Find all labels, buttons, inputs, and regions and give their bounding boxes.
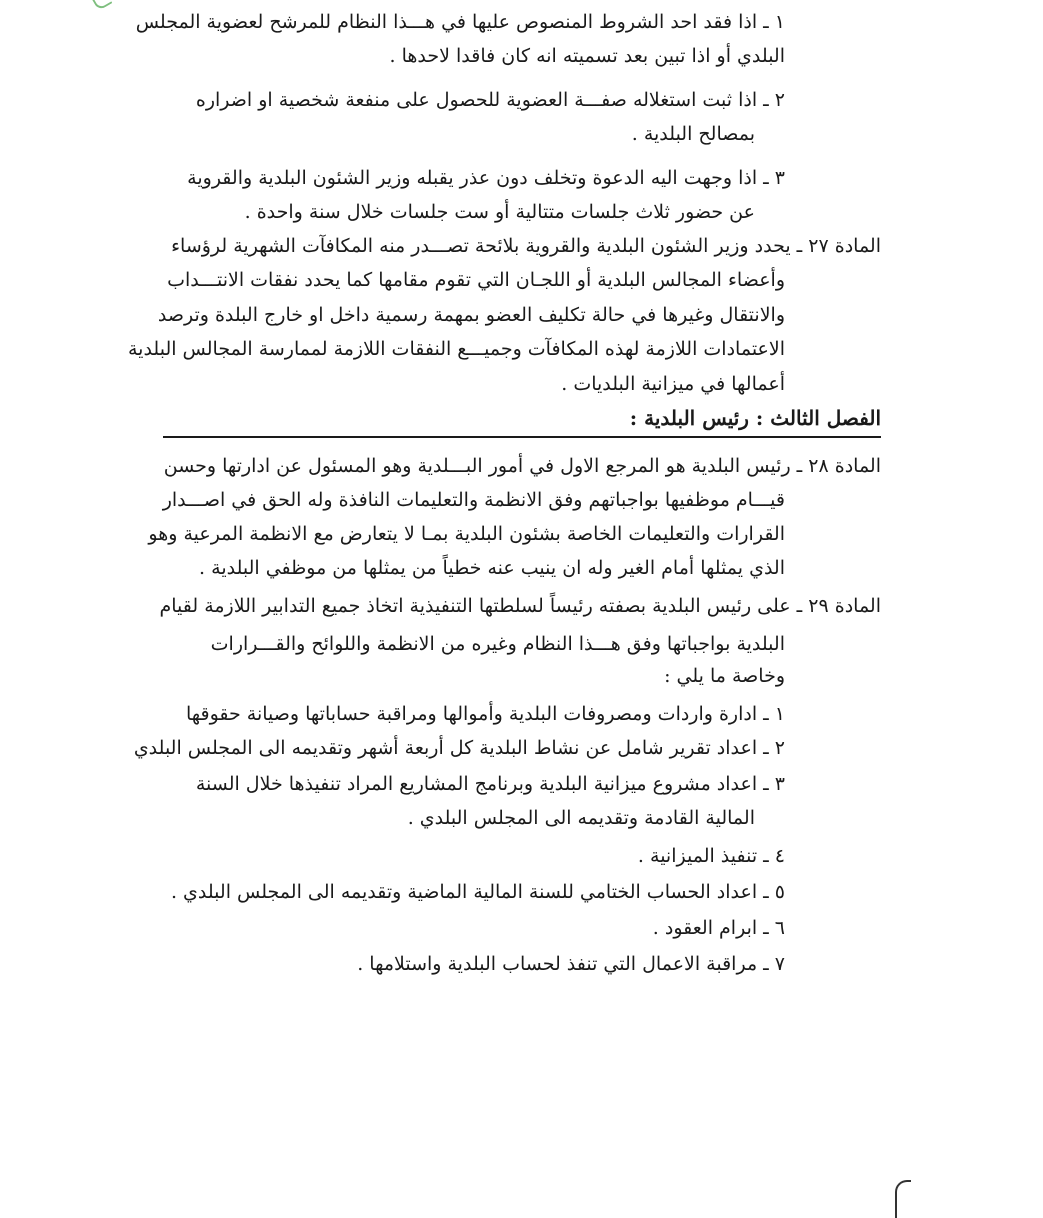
green-check-mark	[92, 0, 113, 11]
article-29-line: المادة ٢٩ ـ على رئيس البلدية بصفته رئيساً لسلطتها التنفيذية اتخاذ جميع التدابير اللازمة لقيام	[159, 595, 881, 617]
text-line: وخاصة ما يلي :	[664, 665, 785, 687]
text-line: البلدية بواجباتها وفق هـــذا النظام وغيره من الانظمة واللوائح والقـــرارات	[210, 633, 785, 655]
text-line: ٣ ـ اذا وجهت اليه الدعوة وتخلف دون عذر يقبله وزير الشئون البلدية والقروية	[187, 167, 785, 189]
page-bracket-mark	[895, 1180, 911, 1218]
text-line: القرارات والتعليمات الخاصة بشئون البلدية بمـا لا يتعارض مع الانظمة المرعية وهو	[148, 523, 785, 545]
list-item: ٣ ـ اعداد مشروع ميزانية البلدية وبرنامج المشاريع المراد تنفيذها خلال السنة	[195, 773, 785, 795]
text-line: وأعضاء المجالس البلدية أو اللجـان التي تقوم مقامها كما يحدد نفقات الانتـــداب	[167, 269, 785, 291]
text-line: ١ ـ اذا فقد احد الشروط المنصوص عليها في هـــذا النظام للمرشح لعضوية المجلس	[135, 11, 785, 33]
text-line: البلدي أو اذا تبين بعد تسميته انه كان فاقدا لاحدها .	[389, 45, 785, 67]
text-line: الاعتمادات اللازمة لهذه المكافآت وجميـــع النفقات اللازمة لممارسة المجالس البلدية	[127, 338, 785, 360]
chapter-heading: الفصل الثالث : رئيس البلدية :	[629, 406, 881, 430]
text-line: الذي يمثلها أمام الغير وله ان ينيب عنه خطياً من يمثلها من موظفي البلدية .	[199, 557, 785, 579]
list-item: ٥ ـ اعداد الحساب الختامي للسنة المالية الماضية وتقديمه الى المجلس البلدي .	[170, 881, 785, 903]
list-item: ١ ـ ادارة واردات ومصروفات البلدية وأموالها ومراقبة حساباتها وصيانة حقوقها	[185, 703, 785, 725]
text-line: بمصالح البلدية .	[631, 123, 755, 145]
text-line: أعمالها في ميزانية البلديات .	[561, 373, 785, 395]
heading-underline	[163, 436, 881, 438]
list-item: ٧ ـ مراقبة الاعمال التي تنفذ لحساب البلدية واستلامها .	[357, 953, 785, 975]
list-item: ٢ ـ اعداد تقرير شامل عن نشاط البلدية كل أربعة أشهر وتقديمه الى المجلس البلدي	[133, 737, 785, 759]
text-line: المالية القادمة وتقديمه الى المجلس البلدي .	[407, 807, 755, 829]
article-28-line: المادة ٢٨ ـ رئيس البلدية هو المرجع الاول في أمور البـــلدية وهو المسئول عن ادارتها وحسن	[163, 455, 881, 477]
list-item: ٤ ـ تنفيذ الميزانية .	[637, 845, 785, 867]
text-line: ٢ ـ اذا ثبت استغلاله صفـــة العضوية للحصول على منفعة شخصية او اضراره	[195, 89, 785, 111]
text-line: والانتقال وغيرها في حالة تكليف العضو بمهمة رسمية داخل او خارج البلدة وترصد	[157, 304, 785, 326]
text-line: قيـــام موظفيها بواجباتهم وفق الانظمة والتعليمات النافذة وله الحق في اصـــدار	[162, 489, 785, 511]
text-line: عن حضور ثلاث جلسات متتالية أو ست جلسات خلال سنة واحدة .	[244, 201, 755, 223]
list-item: ٦ ـ ابرام العقود .	[652, 917, 785, 939]
article-27-line: المادة ٢٧ ـ يحدد وزير الشئون البلدية والقروية بلائحة تصـــدر منه المكافآت الشهرية لرؤساء	[171, 235, 881, 257]
